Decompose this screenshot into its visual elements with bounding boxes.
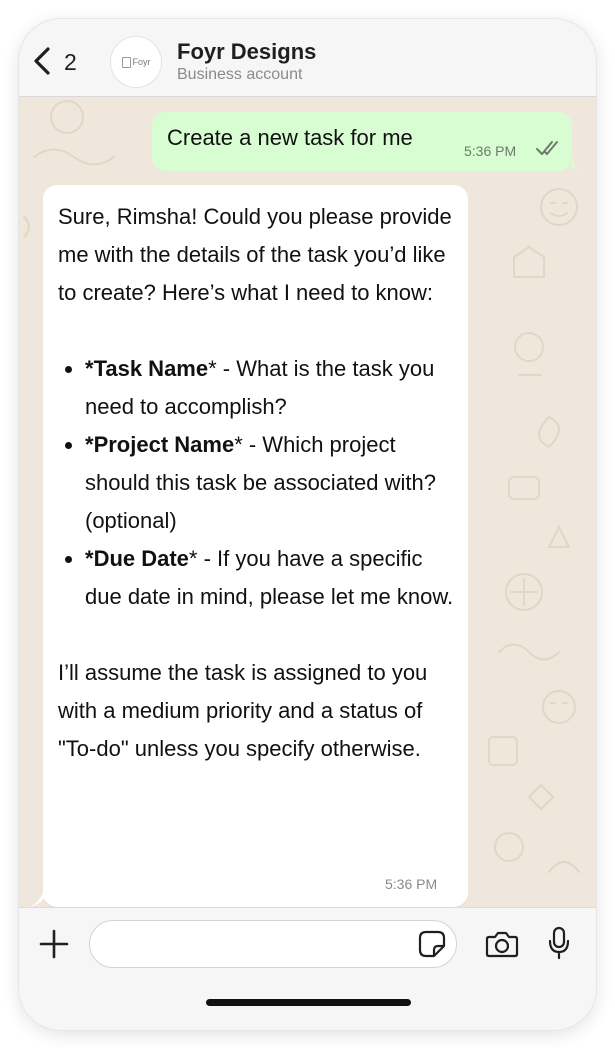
list-item: • *Due Date* - If you have a specific due date in mind, please let me know. [85,540,458,616]
camera-icon[interactable] [485,930,519,958]
incoming-outro: I’ll assume the task is assigned to you with a medium priority and a status of "To-do" unless you specify otherwise. [58,660,428,761]
contact-subtitle: Business account [177,66,303,83]
plus-icon[interactable] [39,929,69,959]
double-check-icon [535,139,561,157]
outgoing-message-time: 5:36 PM [464,143,517,159]
list-item: • *Project Name* - Which project should this task be associated with? (optional) [85,426,458,540]
incoming-message-bubble[interactable] [43,185,468,907]
incoming-bubble-tail [30,893,46,907]
chat-header [19,19,596,97]
outgoing-message-text: Create a new task for me [167,125,413,150]
microphone-icon[interactable] [547,926,571,960]
incoming-message-text [58,198,458,768]
incoming-message-time: 5:36 PM [385,876,438,892]
incoming-intro: Sure, Rimsha! Could you please provide me with the details of the task you’d like to create? Here’s what I need to know: [58,204,452,305]
phone-frame [19,19,596,1030]
requirements-list [58,350,458,616]
outgoing-message-bubble[interactable] [152,112,572,171]
foyr-logo: Foyr [122,57,151,68]
message-input[interactable] [89,920,457,968]
avatar[interactable] [110,36,162,88]
outgoing-bubble-tail [568,157,580,171]
message-input-bar [19,907,596,1030]
chevron-left-icon[interactable] [31,46,53,76]
home-indicator [206,999,411,1006]
list-item: • *Task Name* - What is the task you need to accomplish? [85,350,458,426]
sticker-icon[interactable] [418,930,446,958]
back-unread-count[interactable]: 2 [64,49,77,75]
chat-area[interactable] [19,97,596,907]
contact-name[interactable]: Foyr Designs [177,39,317,64]
